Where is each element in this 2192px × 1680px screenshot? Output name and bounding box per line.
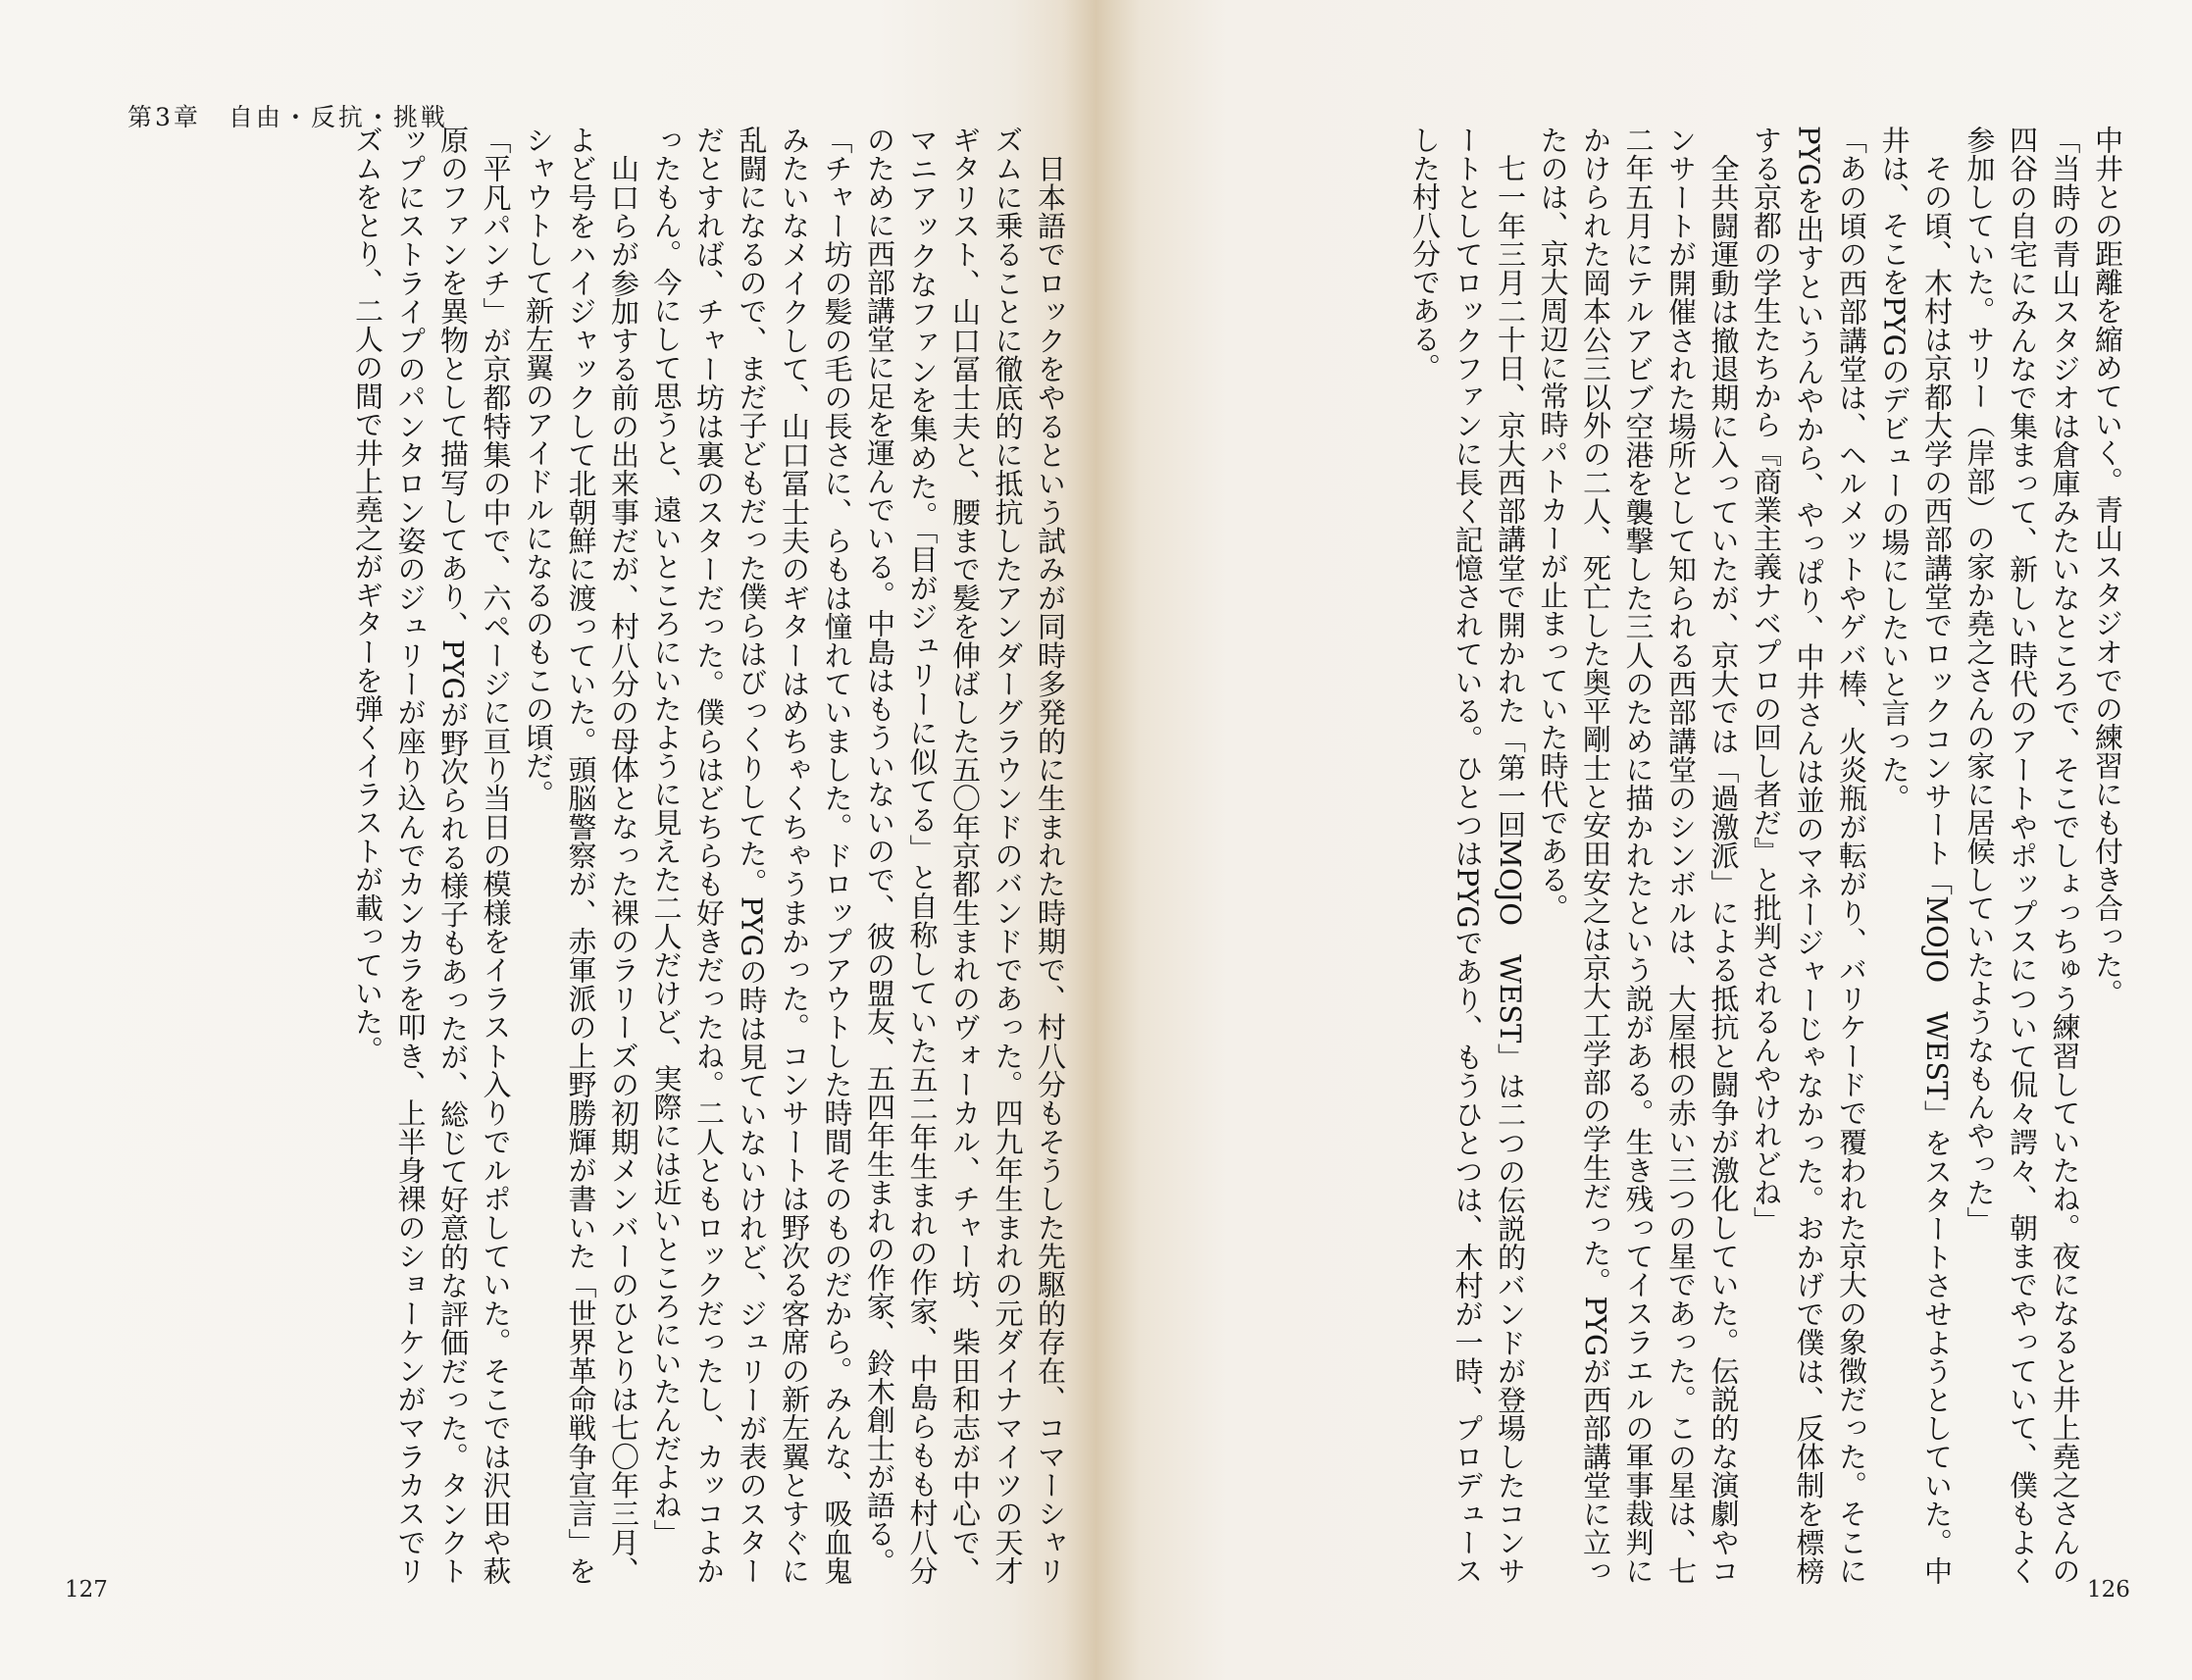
paragraph: 七一年三月二十日、京大西部講堂で開かれた「第一回MOJO WEST」は二つの伝説的バンドが登場したコンサートとしてロックファンに長く記憶されている。ひとつはPYGであり、もうひとつは、木村が一時、プロデュースした村八分である。 (1408, 126, 1527, 1585)
paragraph: 中井との距離を縮めていく。青山スタジオでの練習にも付き合った。 (2091, 126, 2124, 1007)
running-head: 第3章 自由・反抗・挑戦 (127, 103, 448, 131)
paragraph: 山口らが参加する前の出来事だが、村八分の母体となった裸のラリーズの初期メンバーのひとりは七〇年三月、よど号をハイジャックして北朝鮮に渡っていた。頭脳警察が、赤軍派の上野勝輝が書いた「世界革命戦争宣言」をシャウトして新左翼のアイドルになるのもこの頃だ。 (522, 126, 640, 1585)
left-page-body (90, 126, 1071, 1585)
paragraph: その頃、木村は京都大学の西部講堂でロックコンサート「MOJO WEST」をスタートさせようとしていた。中井は、そこをPYGのデビューの場にしたいと言った。 (1877, 126, 1954, 1585)
paragraph: 「平凡パンチ」が京都特集の中で、六ページに亘り当日の模様をイラスト入りでルポしていた。そこでは沢田や萩原のファンを異物として描写してあり、PYGが野次られる様子もあったが、総じて好意的な評価だった。タンクトップにストライプのパンタロン姿のジュリーが座り込んでカンカラを叩き、上半身裸のショーケンがマラカスでリズムをとり、二人の間で井上堯之がギターを弾くイラストが載っていた。 (351, 126, 513, 1585)
paragraph: 全共闘運動は撤退期に入っていたが、京大では「過激派」による抵抗と闘争が激化していた。伝説的な演劇やコンサートが開催された場所として知られる西部講堂のシンボルは、大屋根の赤い三つの星であった。この星は、七二年五月にテルアビブ空港を襲撃した三人のために描かれたという説がある。生き残ってイスラエルの軍事裁判にかけられた岡本公三以外の二人、死亡した奥平剛士と安田安之は京大工学部の学生だった。PYGが西部講堂に立ったのは、京大周辺に常時パトカーが止まっていた時代である。 (1536, 126, 1741, 1585)
paragraph: 「当時の青山スタジオは倉庫みたいなところで、そこでしょっちゅう練習していたね。夜になると井上堯之さんの四谷の自宅にみんなで集まって、新しい時代のアートやポップスについて侃々諤々、朝までやっていて、僕もよく参加していた。サリー（岸部）の家か堯之さんの家に居候していたようなもんやった」 (1963, 126, 2082, 1585)
left-page (0, 0, 1094, 1680)
paragraph: 日本語でロックをやるという試みが同時多発的に生まれた時期で、村八分もそうした先駆的存在、コマーシャリズムに乗ることに徹底的に抵抗したアンダーグラウンドのバンドであった。四九年生まれの元ダイナマイツの天才ギタリスト、山口冨士夫と、腰まで髪を伸ばした五〇年京都生まれのヴォーカル、チャー坊、柴田和志が中心で、マニアックなファンを集めた。「目がジュリーに似てる」と自称していた五二年生まれの作家、中島らもも村八分のために西部講堂に足を運んでいる。中島はもういないので、彼の盟友、五四年生まれの作家、鈴木創士が語る。 (863, 126, 1067, 1585)
paragraph: 「チャー坊の髪の毛の長さに、らもは憧れていました。ドロップアウトした時間そのものだから。みんな、吸血鬼みたいなメイクして、山口冨士夫のギターはめちゃくちゃうまかった。コンサートは野次る客席の新左翼とすぐに乱闘になるので、まだ子どもだった僕らはびっくりしてた。PYGの時は見ていないけれど、ジュリーが表のスターだとすれば、チャー坊は裏のスターだった。僕らはどちらも好きだったね。二人ともロックだったし、カッコよかったもん。今にして思うと、遠いところにいたように見えた二人だけど、実際には近いところにいたんだよね」 (649, 126, 854, 1585)
page-number: 127 (65, 1577, 108, 1603)
paragraph: 「あの頃の西部講堂は、ヘルメットやゲバ棒、火炎瓶が転がり、バリケードで覆われた京大の象徴だった。そこにPYGを出すというんやから、やっぱり、中井さんは並のマネージャーじゃなかった。おかげで僕は、反体制を標榜する京都の学生たちから『商業主義ナベプロの回し者だ』と批判されるんやけれどね」 (1750, 126, 1868, 1585)
page-number: 126 (2087, 1577, 2130, 1603)
right-page (1098, 0, 2192, 1680)
right-page-body (1172, 126, 2128, 1585)
